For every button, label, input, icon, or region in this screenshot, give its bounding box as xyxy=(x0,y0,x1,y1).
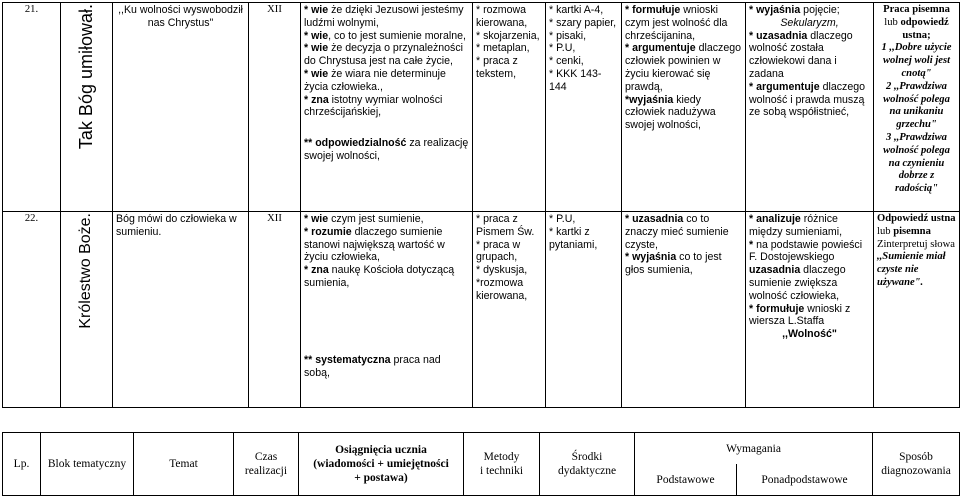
means-item: * cenki, xyxy=(549,55,584,68)
achievement-item: * rozumie dlaczego sumienie stanowi największą wartość w życiu człowieka, xyxy=(304,225,445,264)
column-header-table xyxy=(2,432,960,496)
achievement-item: * wie czym jest sumienie, xyxy=(304,213,424,225)
header-lp: Lp. xyxy=(3,433,41,496)
thematic-block-label: Królestwo Boże. xyxy=(77,213,95,329)
header-hours: Czas realizacji xyxy=(234,433,299,496)
requirement-item: * wyjaśnia pojęcie; xyxy=(749,4,840,16)
evaluation-instruction: Zinterpretuj słowa xyxy=(877,238,955,250)
header-achievements: Osiągnięcia ucznia (wiadomości + umiejętności + postawa) xyxy=(299,433,464,496)
requirement-item: * argumentuje dlaczego wolność i prawda muszą ze sobą współistnieć, xyxy=(749,80,865,119)
requirement-item: * uzasadnia dlaczego wolność została człowiekowi dana i zadana xyxy=(749,29,853,80)
thematic-block-label: Tak Bóg umiłował. xyxy=(76,4,97,150)
header-topic: Temat xyxy=(134,433,234,496)
student-achievements xyxy=(301,212,473,408)
requirement-item: *wyjaśnia kiedy człowiek nadużywa swojej wolności, xyxy=(625,93,716,132)
methods xyxy=(473,212,546,408)
lesson-topic: Bóg mówi do człowieka w sumieniu. xyxy=(113,212,249,408)
requirement-item: * na podstawie powieści F. Dostojewskiego xyxy=(749,238,863,264)
means-item: * KKK 143-144 xyxy=(549,67,602,93)
method-item: *rozmowa kierowana, xyxy=(476,276,528,302)
means-item: * P.U, xyxy=(549,213,576,225)
header-block: Blok tematyczny xyxy=(41,433,134,496)
teaching-means xyxy=(546,3,622,212)
means-item: * szary papier, xyxy=(549,16,617,29)
attitude-item: ** systematyczna praca nad sobą, xyxy=(304,353,441,379)
achievement-item: * zna istotny wymiar wolności chrześcijańskiej, xyxy=(304,93,443,119)
achievement-item: * wie że dzięki Jezusowi jesteśmy ludźmi wolnymi, xyxy=(304,4,464,29)
student-achievements xyxy=(301,3,473,212)
method-item: * praca z Pismem Św. xyxy=(476,213,535,238)
method-item: * dyskusja, xyxy=(476,264,528,277)
row-number: 21. xyxy=(3,3,61,212)
achievement-item: * wie że wiara nie determinuje życia człowieka., xyxy=(304,67,446,93)
header-requirements: Wymagania xyxy=(635,433,873,465)
lesson-topic: ,,Ku wolności wyswobodził nas Chrystus" xyxy=(113,3,249,212)
requirements-extended xyxy=(746,212,874,408)
realization-time: XII xyxy=(249,212,301,408)
evaluation-item: 3 ,,Prawdziwa wolność polega na czynieniu dobrze z radością" xyxy=(883,131,950,195)
requirement-item: uzasadnia dlaczego sumienie zwiększa wolność człowieka, xyxy=(749,264,846,302)
curriculum-table xyxy=(2,2,960,408)
requirement-item: * argumentuje dlaczego człowiek powinien w życiu kierować się prawdą, xyxy=(625,42,741,93)
achievement-item: * zna naukę Kościoła dotyczącą sumienia, xyxy=(304,264,455,289)
requirements-basic xyxy=(622,3,746,212)
thematic-block xyxy=(61,3,113,212)
diagnosis-method: Odpowiedź ustna lub pisemna Zinterpretuj słowa ,,Sumienie miał czyste nie używane". xyxy=(874,212,960,408)
header-means: Środki dydaktyczne xyxy=(540,433,635,496)
evaluation-item: 1 ,,Dobre użycie wolnej woli jest cnotą" xyxy=(881,42,952,79)
means-item: * kartki z pytaniami, xyxy=(549,225,598,251)
requirement-item: * analizuje różnice między sumieniami, xyxy=(749,213,843,238)
achievement-item: * wie że decyzja o przynależności do Chrystusa jest na całe życie, xyxy=(304,42,463,68)
table-row xyxy=(3,212,960,408)
means-item: * kartki A-4, xyxy=(549,4,604,16)
header-basic: Podstawowe xyxy=(635,464,737,496)
methods xyxy=(473,3,546,212)
requirement-term: Sekularyzm, xyxy=(780,16,839,29)
requirement-item: * formułuje wnioski czym jest wolność dla chrześcijanina, xyxy=(625,4,728,42)
method-item: * praca w grupach, xyxy=(476,238,521,264)
diagnosis-method: Praca pisemna lub odpowiedź ustna; 1 ,,Dobre użycie wolnej woli jest cnotą" 2 ,,Prawdziwa wolność polega na unikaniu grzechu" 3 ,,Prawdziwa wolność polega na czynieniu dobrze z radością" xyxy=(874,3,960,212)
teaching-means xyxy=(546,212,622,408)
evaluation-item: 2 ,,Prawdziwa wolność polega na unikaniu grzechu" xyxy=(883,80,950,131)
evaluation-item: ,,Sumienie miał czyste nie używane". xyxy=(877,251,946,288)
means-item: * P.U, xyxy=(549,42,576,55)
requirement-item: * wyjaśnia co to jest głos sumienia, xyxy=(625,251,722,277)
requirement-title: ,,Wolność" xyxy=(782,328,837,341)
means-item: * pisaki, xyxy=(549,29,587,42)
table-row xyxy=(3,3,960,212)
method-item: * skojarzenia, xyxy=(476,29,540,42)
achievement-item: * wie, co to jest sumienie moralne, xyxy=(304,29,466,42)
header-extended: Ponadpodstawowe xyxy=(737,464,873,496)
method-item: * metaplan, xyxy=(476,42,530,55)
requirements-basic xyxy=(622,212,746,408)
method-item: * rozmowa kierowana, xyxy=(476,4,528,29)
header-evaluation: Sposób diagnozowania xyxy=(873,433,960,496)
attitude-item: ** odpowiedzialność za realizację swojej wolności, xyxy=(304,137,469,162)
method-item: * praca z tekstem, xyxy=(476,55,518,80)
requirement-item: * uzasadnia co to znaczy mieć sumienie czyste, xyxy=(625,213,729,251)
realization-time: XII xyxy=(249,3,301,212)
requirement-item: * formułuje wnioski z wiersza L.Staffa xyxy=(749,302,851,328)
row-number: 22. xyxy=(3,212,61,408)
header-methods: Metody i techniki xyxy=(464,433,540,496)
requirements-extended xyxy=(746,3,874,212)
thematic-block xyxy=(61,212,113,408)
